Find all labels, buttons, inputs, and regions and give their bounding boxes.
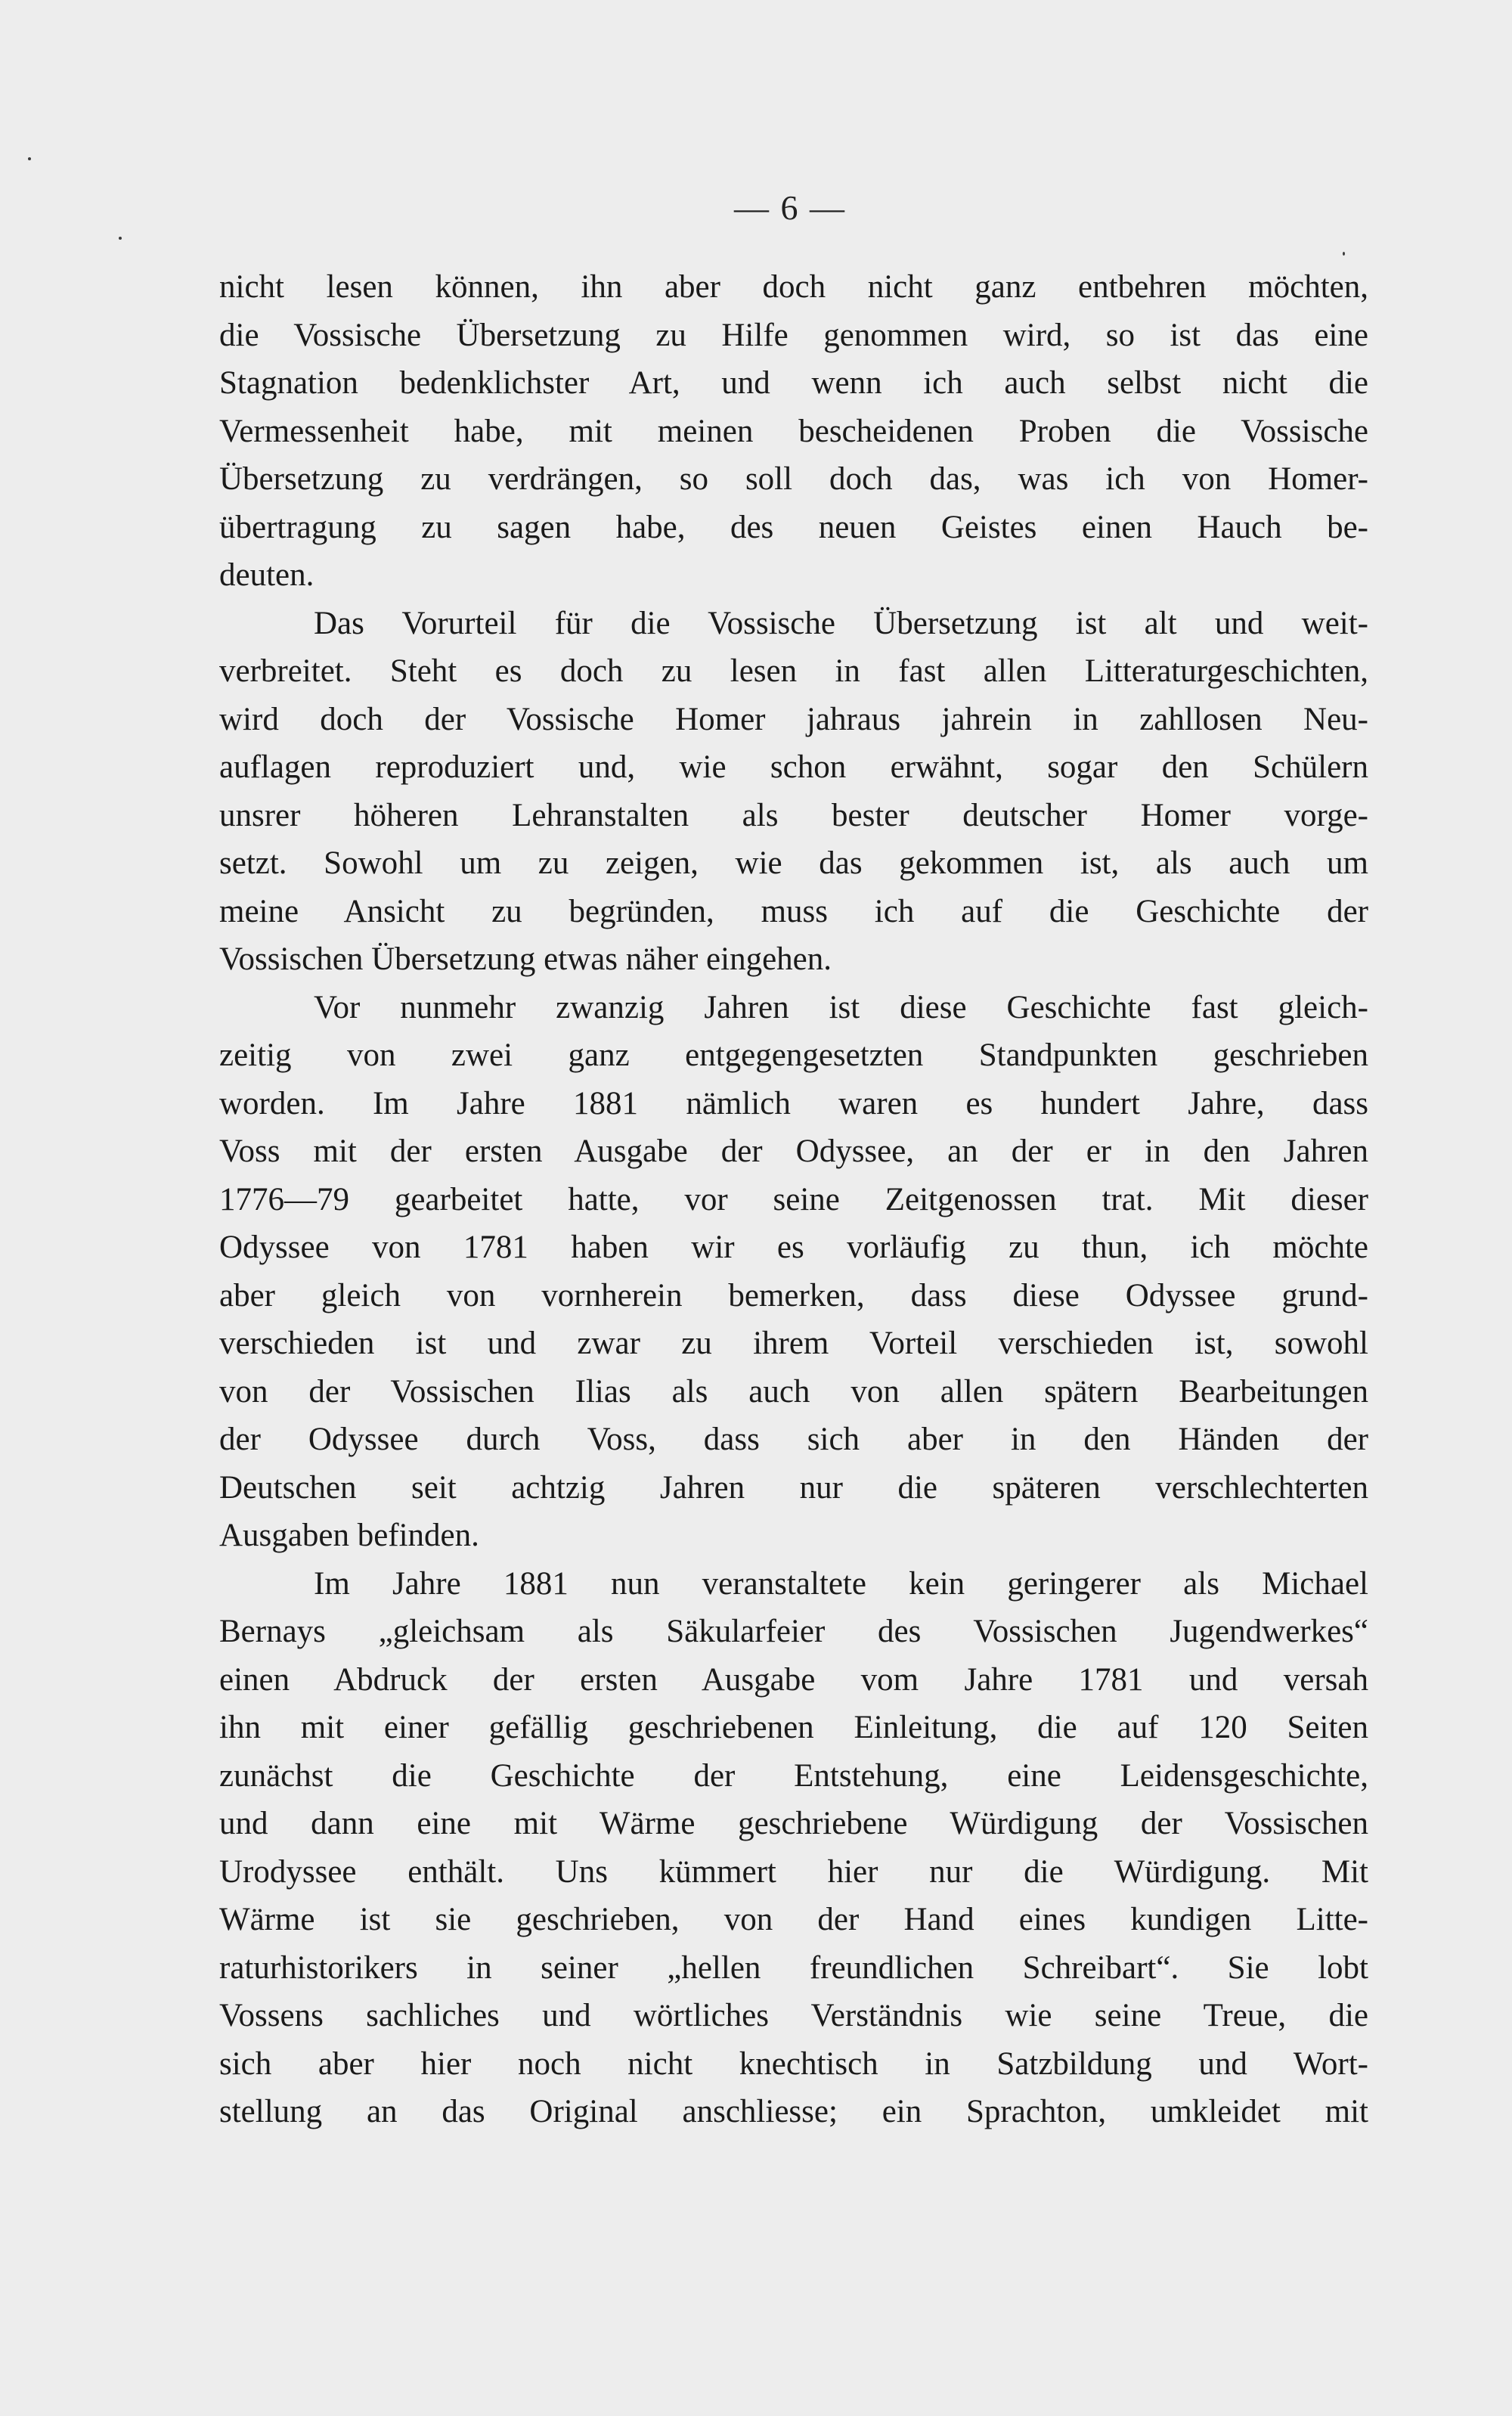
text-line: Wärme ist sie geschrieben, von der Hand eines kundigen Litte-	[219, 1902, 1368, 1937]
text-line: aber gleich von vornherein bemerken, dass diese Odyssee grund-	[219, 1277, 1368, 1313]
text-line: nicht lesen können, ihn aber doch nicht ganz entbehren möchten,	[219, 269, 1368, 305]
text-line: Im Jahre 1881 nun veranstaltete kein geringerer als Michael	[314, 1565, 1368, 1602]
text-line: meine Ansicht zu begründen, muss ich auf die Geschichte der	[219, 893, 1368, 929]
text-line: der Odyssee durch Voss, dass sich aber in den Händen der	[219, 1422, 1368, 1457]
paragraph	[219, 263, 1368, 600]
text-line: Deutschen seit achtzig Jahren nur die späteren verschlechterten	[219, 1469, 1368, 1506]
text-line: 1776—79 gearbeitet hatte, vor seine Zeitgenossen trat. Mit dieser	[219, 1181, 1368, 1217]
text-line: Übersetzung zu verdrängen, so soll doch das, was ich von Homer-	[219, 461, 1368, 497]
scan-speck	[1343, 252, 1345, 256]
text-line: verbreitet. Steht es doch zu lesen in fast allen Litteraturgeschichten,	[219, 653, 1368, 689]
page-number: — 6 —	[734, 188, 846, 227]
text-line: Bernays „gleichsam als Säkularfeier des Vossischen Jugendwerkes“	[219, 1614, 1368, 1649]
text-line: einen Abdruck der ersten Ausgabe vom Jahre 1781 und versah	[219, 1661, 1368, 1698]
text-line: von der Vossischen Ilias als auch von allen spätern Bearbeitungen	[219, 1373, 1368, 1410]
text-line: auflagen reproduziert und, wie schon erwähnt, sogar den Schülern	[219, 749, 1368, 785]
text-line: Urodyssee enthält. Uns kümmert hier nur die Würdigung. Mit	[219, 1853, 1368, 1890]
text-line: zunächst die Geschichte der Entstehung, eine Leidensgeschichte,	[219, 1757, 1368, 1794]
text-line: Odyssee von 1781 haben wir es vorläufig zu thun, ich möchte	[219, 1230, 1368, 1265]
text-line: unsrer höheren Lehranstalten als bester deutscher Homer vorge-	[219, 797, 1368, 833]
text-line: Vermessenheit habe, mit meinen bescheidenen Proben die Vossische	[219, 413, 1368, 449]
text-line: verschieden ist und zwar zu ihrem Vorteil verschieden ist, sowohl	[219, 1326, 1368, 1361]
text-line: Das Vorurteil für die Vossische Übersetzung ist alt und weit-	[314, 605, 1368, 641]
text-line: Voss mit der ersten Ausgabe der Odyssee, an der er in den Jahren	[219, 1134, 1368, 1169]
scan-speck	[119, 237, 122, 240]
text-line: ihn mit einer gefällig geschriebenen Einleitung, die auf 120 Seiten	[219, 1710, 1368, 1745]
paragraph	[219, 984, 1368, 1560]
text-line: setzt. Sowohl um zu zeigen, wie das gekommen ist, als auch um	[219, 845, 1368, 881]
text-line: Vossischen Übersetzung etwas näher eingehen.	[219, 941, 832, 977]
text-line: deuten.	[219, 557, 314, 593]
paragraph	[219, 600, 1368, 984]
text-line: übertragung zu sagen habe, des neuen Geistes einen Hauch be-	[219, 509, 1368, 545]
text-line: wird doch der Vossische Homer jahraus jahrein in zahllosen Neu-	[219, 701, 1368, 737]
text-line: die Vossische Übersetzung zu Hilfe genommen wird, so ist das eine	[219, 317, 1368, 353]
text-line: Stagnation bedenklichster Art, und wenn ich auch selbst nicht die	[219, 365, 1368, 401]
text-line: Vossens sachliches und wörtliches Verständnis wie seine Treue, die	[219, 1998, 1368, 2033]
text-line: Vor nunmehr zwanzig Jahren ist diese Geschichte fast gleich-	[314, 989, 1368, 1025]
text-line: stellung an das Original anschliesse; ein Sprachton, umkleidet mit	[219, 2094, 1368, 2129]
body-text	[219, 263, 1368, 2136]
text-line: und dann eine mit Wärme geschriebene Würdigung der Vossischen	[219, 1806, 1368, 1841]
text-line: worden. Im Jahre 1881 nämlich waren es hundert Jahre, dass	[219, 1085, 1368, 1121]
text-line: zeitig von zwei ganz entgegengesetzten Standpunkten geschrieben	[219, 1037, 1368, 1073]
paragraph	[219, 1560, 1368, 2136]
text-line: raturhistorikers in seiner „hellen freundlichen Schreibart“. Sie lobt	[219, 1949, 1368, 1986]
text-line: sich aber hier noch nicht knechtisch in Satzbildung und Wort-	[219, 2045, 1368, 2082]
text-line: Ausgaben befinden.	[219, 1518, 479, 1553]
scan-speck	[28, 157, 31, 160]
